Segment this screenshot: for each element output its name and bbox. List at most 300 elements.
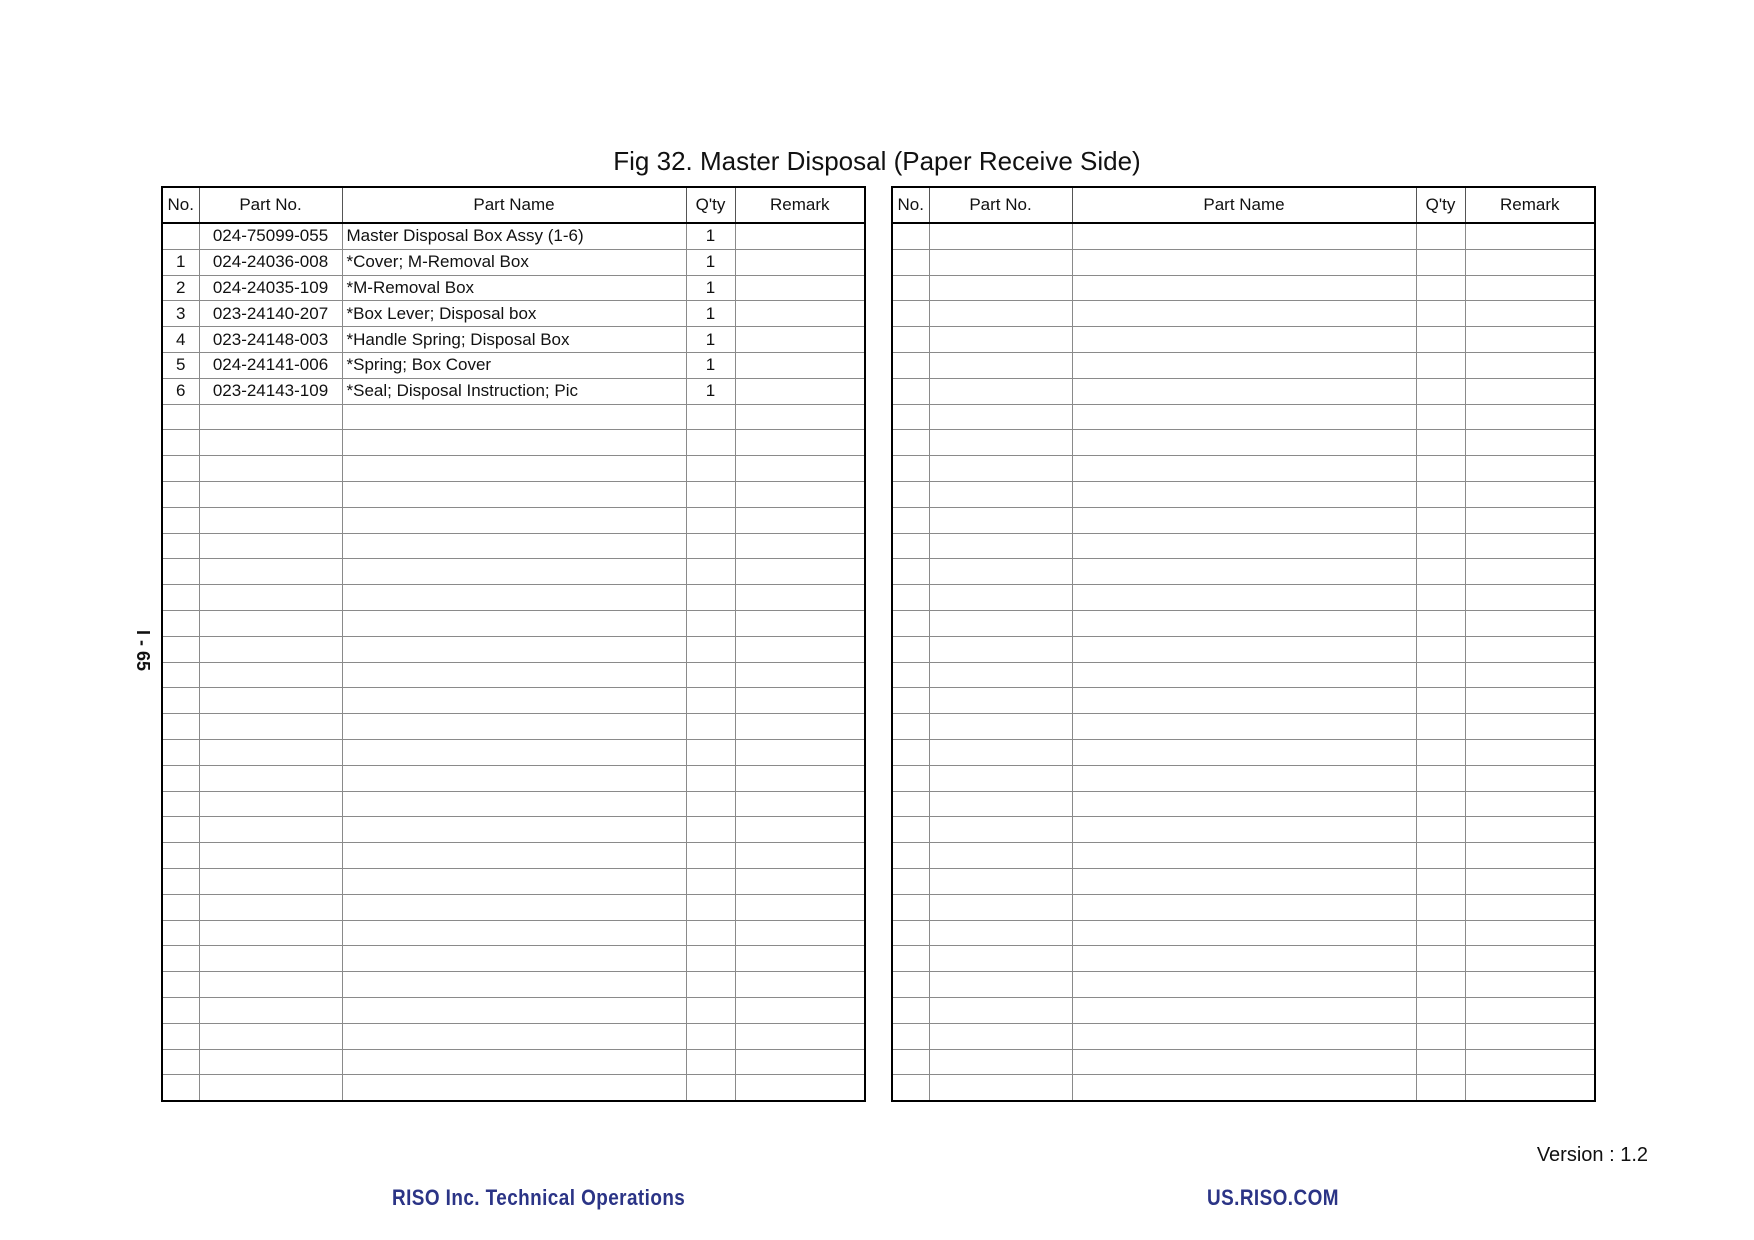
table-row — [892, 327, 1595, 353]
cell-remark — [735, 739, 865, 765]
cell-part-name — [1072, 636, 1416, 662]
cell-part-no — [929, 301, 1072, 327]
cell-part-name — [1072, 610, 1416, 636]
cell-no — [892, 662, 929, 688]
cell-part-no — [199, 481, 342, 507]
cell-no — [892, 791, 929, 817]
cell-part-name — [1072, 430, 1416, 456]
cell-qty: 1 — [686, 301, 735, 327]
cell-no — [162, 997, 199, 1023]
cell-part-name — [1072, 714, 1416, 740]
table-row — [162, 559, 865, 585]
cell-no — [892, 714, 929, 740]
cell-part-no — [929, 920, 1072, 946]
cell-qty: 1 — [686, 378, 735, 404]
cell-no — [892, 1049, 929, 1075]
cell-remark — [735, 662, 865, 688]
cell-part-no — [199, 1049, 342, 1075]
cell-part-no — [929, 791, 1072, 817]
cell-part-no — [929, 765, 1072, 791]
cell-part-name — [342, 946, 686, 972]
cell-remark — [1465, 662, 1595, 688]
cell-remark — [735, 920, 865, 946]
cell-no — [162, 765, 199, 791]
cell-part-no — [199, 507, 342, 533]
cell-qty — [686, 507, 735, 533]
cell-qty — [1416, 456, 1465, 482]
cell-part-name — [1072, 223, 1416, 249]
cell-part-no — [199, 1075, 342, 1101]
cell-qty — [686, 791, 735, 817]
cell-remark — [735, 249, 865, 275]
cell-remark — [1465, 559, 1595, 585]
footer-website: US.RISO.COM — [1207, 1185, 1339, 1210]
cell-part-no — [199, 739, 342, 765]
cell-qty — [1416, 352, 1465, 378]
cell-part-no — [199, 559, 342, 585]
cell-part-no — [929, 714, 1072, 740]
cell-no — [162, 946, 199, 972]
cell-remark — [1465, 404, 1595, 430]
cell-qty — [1416, 714, 1465, 740]
cell-no: 3 — [162, 301, 199, 327]
cell-part-no — [199, 662, 342, 688]
cell-no — [162, 585, 199, 611]
table-row — [162, 714, 865, 740]
table-row — [162, 972, 865, 998]
cell-no — [892, 843, 929, 869]
cell-remark — [1465, 972, 1595, 998]
table-row — [162, 481, 865, 507]
cell-qty — [686, 430, 735, 456]
cell-remark — [1465, 946, 1595, 972]
cell-qty — [686, 946, 735, 972]
cell-no — [162, 636, 199, 662]
table-row — [162, 1049, 865, 1075]
cell-remark — [1465, 817, 1595, 843]
cell-part-name — [1072, 559, 1416, 585]
cell-qty — [686, 481, 735, 507]
cell-part-no: 023-24140-207 — [199, 301, 342, 327]
cell-part-name: *M-Removal Box — [342, 275, 686, 301]
cell-remark — [1465, 997, 1595, 1023]
cell-remark — [735, 688, 865, 714]
cell-no — [892, 507, 929, 533]
cell-part-no — [199, 610, 342, 636]
cell-part-name: *Box Lever; Disposal box — [342, 301, 686, 327]
cell-qty — [686, 765, 735, 791]
table-row — [892, 714, 1595, 740]
cell-part-name — [342, 688, 686, 714]
cell-no — [162, 533, 199, 559]
cell-qty — [1416, 481, 1465, 507]
cell-no — [892, 765, 929, 791]
cell-qty — [686, 817, 735, 843]
cell-part-no — [929, 456, 1072, 482]
table-row — [892, 223, 1595, 249]
cell-remark — [735, 972, 865, 998]
table-row — [892, 972, 1595, 998]
cell-remark — [735, 1075, 865, 1101]
cell-part-name — [1072, 843, 1416, 869]
cell-part-no — [929, 739, 1072, 765]
cell-part-no — [199, 430, 342, 456]
cell-part-name — [1072, 739, 1416, 765]
table-row — [162, 507, 865, 533]
column-header-part-no: Part No. — [929, 187, 1072, 223]
cell-qty — [686, 662, 735, 688]
cell-no — [892, 946, 929, 972]
cell-no — [892, 868, 929, 894]
cell-remark — [1465, 765, 1595, 791]
table-row — [892, 430, 1595, 456]
cell-qty — [686, 972, 735, 998]
cell-no — [162, 404, 199, 430]
cell-remark — [1465, 275, 1595, 301]
cell-part-name — [342, 714, 686, 740]
cell-no — [892, 352, 929, 378]
cell-part-no: 024-75099-055 — [199, 223, 342, 249]
cell-part-name — [1072, 868, 1416, 894]
cell-part-no — [199, 946, 342, 972]
cell-qty — [1416, 1023, 1465, 1049]
table-row — [892, 1049, 1595, 1075]
table-row — [162, 301, 865, 327]
cell-remark — [1465, 714, 1595, 740]
cell-no: 2 — [162, 275, 199, 301]
cell-part-no — [929, 481, 1072, 507]
table-row — [162, 378, 865, 404]
cell-qty: 1 — [686, 352, 735, 378]
cell-remark — [735, 352, 865, 378]
cell-no — [892, 894, 929, 920]
cell-no — [162, 843, 199, 869]
column-header-no: No. — [162, 187, 199, 223]
cell-part-name — [342, 791, 686, 817]
cell-qty — [1416, 249, 1465, 275]
cell-qty — [686, 1049, 735, 1075]
cell-remark — [1465, 223, 1595, 249]
cell-qty — [1416, 636, 1465, 662]
cell-part-name — [1072, 585, 1416, 611]
cell-qty — [686, 456, 735, 482]
cell-part-no — [929, 404, 1072, 430]
table-row — [162, 739, 865, 765]
cell-qty — [1416, 791, 1465, 817]
cell-part-no — [929, 894, 1072, 920]
cell-remark — [735, 714, 865, 740]
cell-part-no: 024-24035-109 — [199, 275, 342, 301]
cell-remark — [735, 223, 865, 249]
cell-part-no — [929, 688, 1072, 714]
cell-no — [892, 972, 929, 998]
cell-no — [892, 1075, 929, 1101]
cell-qty — [686, 404, 735, 430]
cell-no — [162, 481, 199, 507]
table-row — [892, 997, 1595, 1023]
cell-part-name — [342, 456, 686, 482]
cell-part-no — [199, 1023, 342, 1049]
cell-part-no — [929, 559, 1072, 585]
cell-qty — [686, 585, 735, 611]
column-header-no: No. — [892, 187, 929, 223]
cell-remark — [735, 327, 865, 353]
cell-remark — [735, 275, 865, 301]
cell-qty — [1416, 997, 1465, 1023]
cell-no — [162, 739, 199, 765]
cell-no: 6 — [162, 378, 199, 404]
cell-part-no: 024-24036-008 — [199, 249, 342, 275]
cell-part-name — [1072, 894, 1416, 920]
cell-remark — [735, 533, 865, 559]
cell-part-name — [342, 920, 686, 946]
cell-no — [162, 1049, 199, 1075]
cell-no — [162, 507, 199, 533]
cell-qty — [1416, 404, 1465, 430]
cell-qty — [1416, 301, 1465, 327]
cell-remark — [735, 997, 865, 1023]
table-row — [892, 352, 1595, 378]
cell-part-no — [929, 843, 1072, 869]
cell-qty — [686, 868, 735, 894]
table-row — [892, 636, 1595, 662]
cell-remark — [735, 1049, 865, 1075]
cell-part-name — [342, 559, 686, 585]
table-row — [162, 791, 865, 817]
cell-remark — [735, 765, 865, 791]
cell-no — [892, 481, 929, 507]
cell-part-name — [342, 481, 686, 507]
table-row — [162, 249, 865, 275]
cell-part-no — [929, 507, 1072, 533]
cell-part-no — [929, 1075, 1072, 1101]
table-row — [162, 946, 865, 972]
cell-no — [892, 249, 929, 275]
cell-no — [892, 301, 929, 327]
parts-table-left — [161, 186, 866, 1102]
cell-part-name — [342, 662, 686, 688]
cell-qty — [1416, 817, 1465, 843]
cell-qty — [1416, 662, 1465, 688]
cell-remark — [735, 481, 865, 507]
cell-part-name — [342, 1049, 686, 1075]
table-row — [892, 507, 1595, 533]
cell-part-no — [929, 378, 1072, 404]
cell-qty — [686, 636, 735, 662]
cell-part-name — [1072, 507, 1416, 533]
cell-qty — [686, 920, 735, 946]
cell-remark — [735, 610, 865, 636]
cell-part-name — [1072, 765, 1416, 791]
cell-part-no — [929, 610, 1072, 636]
parts-table-right — [891, 186, 1596, 1102]
cell-part-name — [342, 997, 686, 1023]
table-row — [892, 817, 1595, 843]
cell-part-name: Master Disposal Box Assy (1-6) — [342, 223, 686, 249]
cell-no — [892, 920, 929, 946]
cell-part-name — [342, 843, 686, 869]
cell-no — [162, 662, 199, 688]
cell-no — [892, 223, 929, 249]
cell-part-no — [199, 920, 342, 946]
cell-no — [162, 456, 199, 482]
cell-part-name — [342, 739, 686, 765]
table-row — [162, 688, 865, 714]
cell-qty — [686, 997, 735, 1023]
cell-remark — [1465, 378, 1595, 404]
cell-remark — [1465, 585, 1595, 611]
cell-qty — [1416, 507, 1465, 533]
cell-part-name — [1072, 481, 1416, 507]
cell-part-no — [929, 533, 1072, 559]
cell-part-no — [199, 894, 342, 920]
cell-no — [892, 327, 929, 353]
table-row — [162, 636, 865, 662]
cell-part-name: *Handle Spring; Disposal Box — [342, 327, 686, 353]
table-row — [892, 456, 1595, 482]
cell-remark — [735, 894, 865, 920]
cell-remark — [735, 636, 865, 662]
table-row — [892, 791, 1595, 817]
table-row — [892, 404, 1595, 430]
cell-part-name — [1072, 533, 1416, 559]
cell-qty — [1416, 585, 1465, 611]
cell-qty — [1416, 533, 1465, 559]
cell-part-name — [342, 507, 686, 533]
table-row — [892, 610, 1595, 636]
cell-no — [892, 404, 929, 430]
cell-part-no — [929, 275, 1072, 301]
table-row — [892, 1075, 1595, 1101]
table-row — [892, 843, 1595, 869]
table-row — [162, 585, 865, 611]
cell-no — [892, 636, 929, 662]
cell-no — [162, 688, 199, 714]
column-header-remark: Remark — [735, 187, 865, 223]
cell-part-no — [929, 662, 1072, 688]
cell-part-name — [342, 430, 686, 456]
cell-no — [892, 430, 929, 456]
cell-remark — [735, 456, 865, 482]
cell-part-name — [342, 636, 686, 662]
table-row — [892, 301, 1595, 327]
cell-qty — [1416, 1075, 1465, 1101]
cell-no — [892, 610, 929, 636]
table-row — [162, 610, 865, 636]
table-row — [892, 249, 1595, 275]
cell-remark — [1465, 791, 1595, 817]
cell-remark — [1465, 1023, 1595, 1049]
cell-no — [892, 739, 929, 765]
cell-part-no — [929, 1049, 1072, 1075]
table-row — [892, 765, 1595, 791]
table-header-row — [162, 187, 865, 223]
cell-qty: 1 — [686, 223, 735, 249]
cell-part-no — [199, 688, 342, 714]
cell-part-name — [342, 585, 686, 611]
cell-qty — [1416, 610, 1465, 636]
table-row — [162, 662, 865, 688]
cell-part-no — [199, 765, 342, 791]
cell-no — [162, 894, 199, 920]
table-row — [162, 1023, 865, 1049]
cell-qty — [686, 610, 735, 636]
cell-part-name — [1072, 249, 1416, 275]
cell-part-no — [199, 997, 342, 1023]
cell-part-no — [929, 585, 1072, 611]
cell-part-name — [1072, 275, 1416, 301]
cell-no — [162, 559, 199, 585]
cell-part-no — [199, 533, 342, 559]
cell-part-name — [342, 894, 686, 920]
table-row — [162, 843, 865, 869]
cell-qty: 1 — [686, 327, 735, 353]
cell-remark — [735, 1023, 865, 1049]
table-row — [162, 997, 865, 1023]
cell-no — [892, 688, 929, 714]
cell-remark — [735, 559, 865, 585]
cell-part-name — [342, 404, 686, 430]
cell-remark — [735, 791, 865, 817]
cell-no — [892, 533, 929, 559]
cell-part-no — [929, 817, 1072, 843]
cell-part-no — [199, 636, 342, 662]
cell-no — [162, 714, 199, 740]
cell-no — [162, 1075, 199, 1101]
cell-part-name — [342, 1075, 686, 1101]
cell-part-no — [199, 791, 342, 817]
cell-part-no — [199, 817, 342, 843]
cell-no — [892, 378, 929, 404]
cell-qty — [686, 533, 735, 559]
table-row — [162, 223, 865, 249]
cell-remark — [1465, 249, 1595, 275]
cell-part-name — [1072, 662, 1416, 688]
cell-qty — [1416, 920, 1465, 946]
cell-part-name — [1072, 791, 1416, 817]
cell-remark — [1465, 636, 1595, 662]
cell-qty — [686, 714, 735, 740]
table-row — [892, 662, 1595, 688]
cell-part-name — [342, 610, 686, 636]
table-row — [162, 533, 865, 559]
cell-part-name — [1072, 946, 1416, 972]
cell-remark — [735, 430, 865, 456]
cell-qty — [1416, 868, 1465, 894]
cell-part-no — [199, 585, 342, 611]
table-row — [162, 275, 865, 301]
cell-no: 5 — [162, 352, 199, 378]
cell-no — [162, 791, 199, 817]
cell-remark — [1465, 1049, 1595, 1075]
cell-part-no: 024-24141-006 — [199, 352, 342, 378]
cell-remark — [1465, 430, 1595, 456]
cell-part-no — [929, 223, 1072, 249]
cell-qty — [1416, 894, 1465, 920]
table-row — [162, 430, 865, 456]
cell-no — [892, 817, 929, 843]
cell-remark — [1465, 327, 1595, 353]
cell-part-name: *Spring; Box Cover — [342, 352, 686, 378]
cell-part-name — [1072, 301, 1416, 327]
cell-part-no — [929, 352, 1072, 378]
cell-remark — [1465, 688, 1595, 714]
table-row — [892, 533, 1595, 559]
cell-part-name — [1072, 817, 1416, 843]
cell-part-name — [342, 1023, 686, 1049]
cell-part-no — [199, 404, 342, 430]
column-header-qty: Q'ty — [686, 187, 735, 223]
